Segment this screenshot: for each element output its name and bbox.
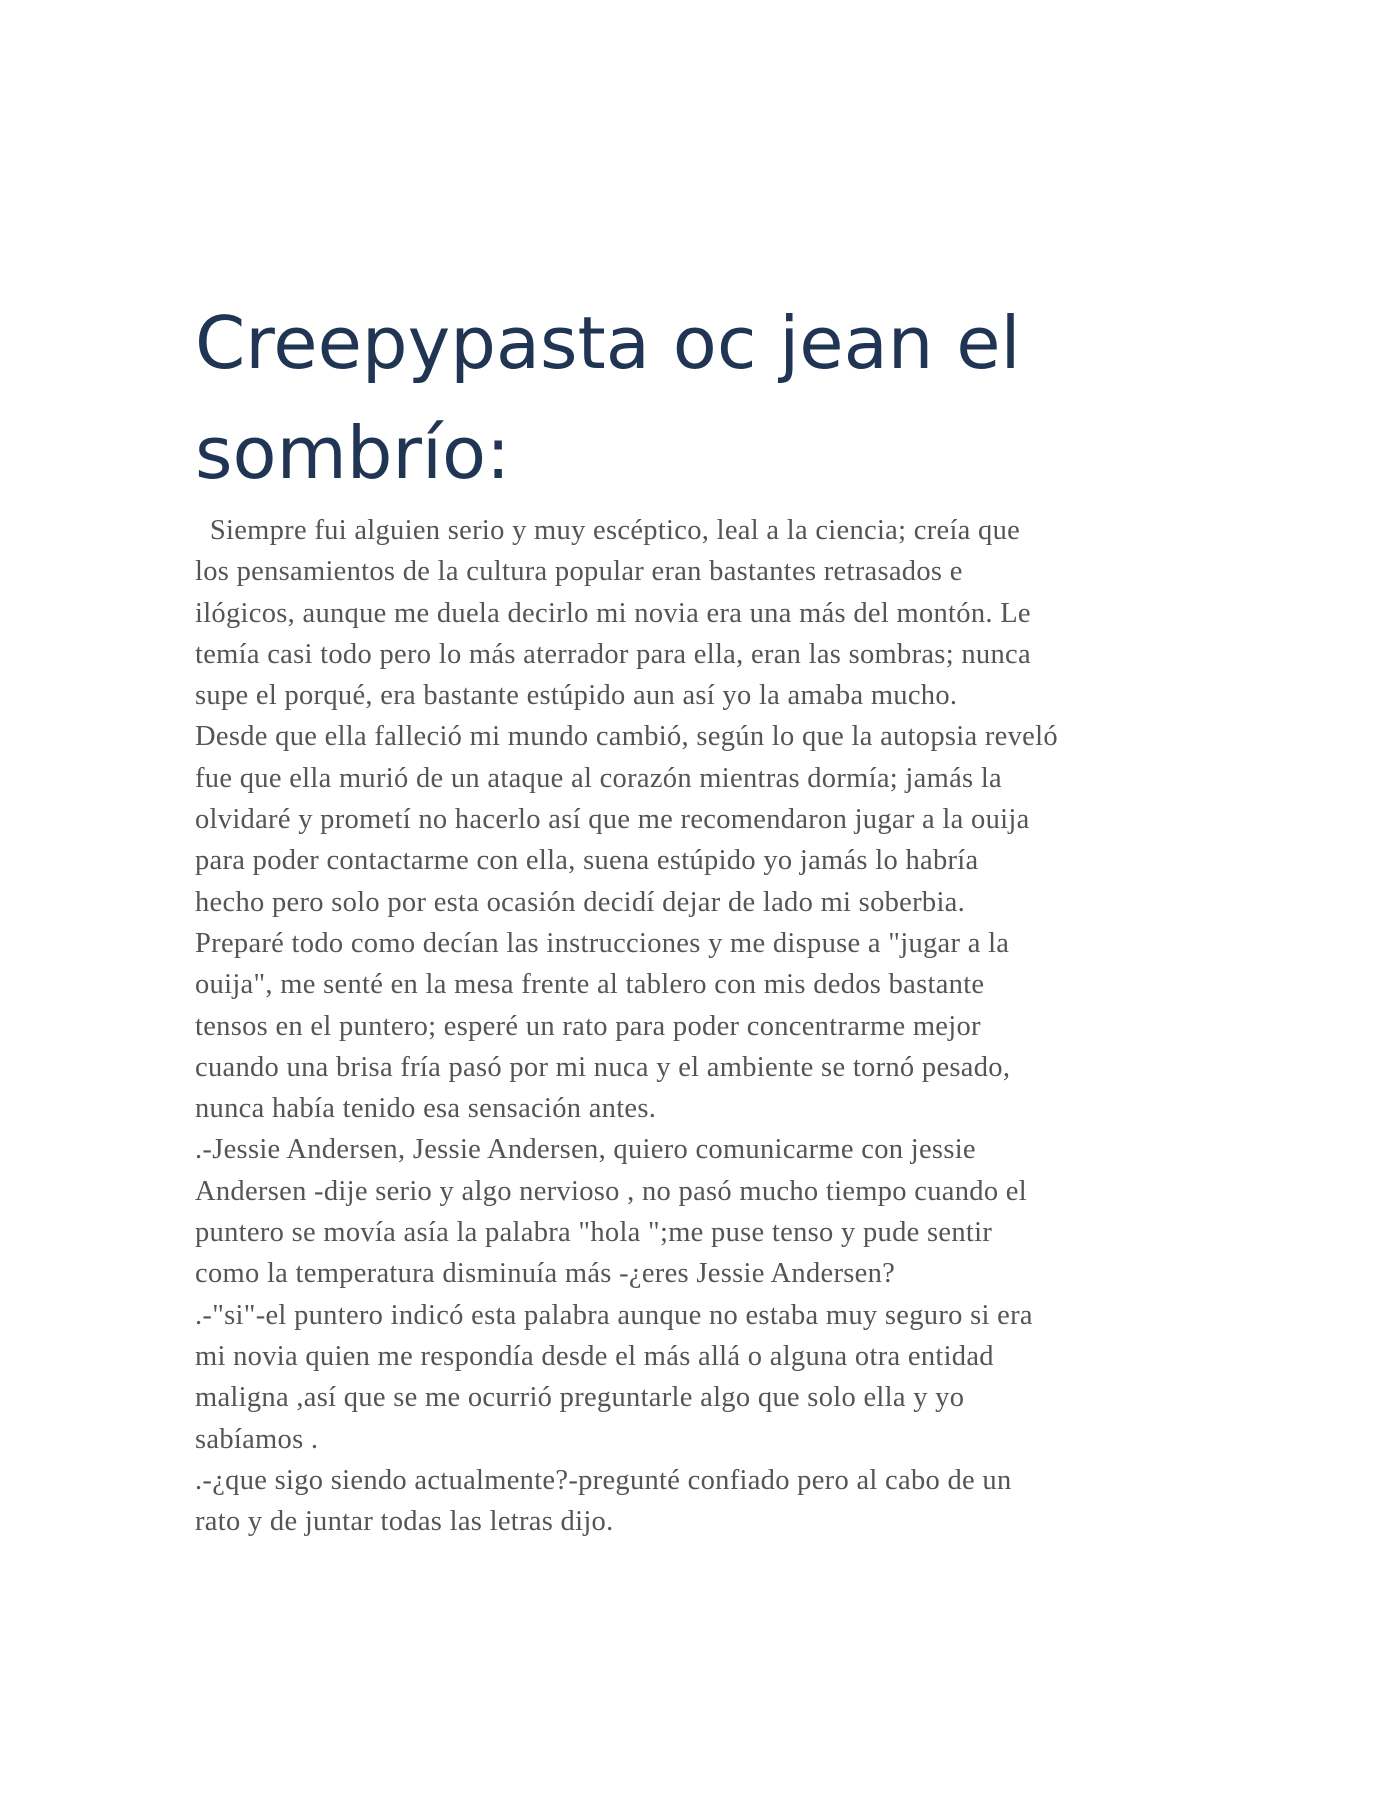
- body-line: hecho pero solo por esta ocasión decidí dejar de lado mi soberbia.: [195, 886, 966, 918]
- body-line: puntero se movía asía la palabra "hola ";me puse tenso y pude sentir: [195, 1217, 993, 1249]
- body-line: olvidaré y prometí no hacerlo así que me recomendaron jugar a la ouija: [195, 804, 1030, 836]
- document-body: [195, 510, 1295, 1542]
- body-line: .-"si"-el puntero indicó esta palabra aunque no estaba muy seguro si era: [195, 1299, 1033, 1331]
- body-line: Siempre fui alguien serio y muy escéptico, leal a la ciencia; creía que: [195, 515, 1021, 546]
- body-line: los pensamientos de la cultura popular eran bastantes retrasados e: [195, 556, 963, 588]
- body-line: .-Jessie Andersen, Jessie Andersen, quiero comunicarme con jessie: [195, 1134, 976, 1166]
- body-line: Desde que ella falleció mi mundo cambió, según lo que la autopsia reveló: [195, 721, 1058, 753]
- body-line: Andersen -dije serio y algo nervioso , no pasó mucho tiempo cuando el: [195, 1175, 1027, 1207]
- document-title: [195, 288, 1245, 508]
- body-line: supe el porqué, era bastante estúpido aun así yo la amaba mucho.: [195, 680, 958, 712]
- body-line: sabíamos .: [195, 1423, 319, 1455]
- body-line: para poder contactarme con ella, suena estúpido yo jamás lo habría: [195, 845, 979, 877]
- body-line: como la temperatura disminuía más -¿eres Jessie Andersen?: [195, 1258, 896, 1290]
- body-line: tensos en el puntero; esperé un rato para poder concentrarme mejor: [195, 1010, 981, 1042]
- body-line: ilógicos, aunque me duela decirlo mi novia era una más del montón. Le: [195, 597, 1031, 629]
- body-line: cuando una brisa fría pasó por mi nuca y el ambiente se tornó pesado,: [195, 1051, 1011, 1083]
- body-line: .-¿que sigo siendo actualmente?-pregunté confiado pero al cabo de un: [195, 1464, 1012, 1496]
- body-line: mi novia quien me respondía desde el más allá o alguna otra entidad: [195, 1340, 994, 1372]
- body-line: rato y de juntar todas las letras dijo.: [195, 1506, 614, 1538]
- body-line: Preparé todo como decían las instrucciones y me dispuse a "jugar a la: [195, 927, 1010, 959]
- body-line: maligna ,así que se me ocurrió preguntarle algo que solo ella y yo: [195, 1382, 965, 1414]
- body-line: nunca había tenido esa sensación antes.: [195, 1093, 657, 1125]
- body-line: ouija", me senté en la mesa frente al tablero con mis dedos bastante: [195, 969, 985, 1001]
- body-line: fue que ella murió de un ataque al corazón mientras dormía; jamás la: [195, 762, 1003, 794]
- body-line: temía casi todo pero lo más aterrador para ella, eran las sombras; nunca: [195, 638, 1031, 670]
- title-line: Creepypasta oc jean el: [195, 301, 1021, 385]
- title-line: sombrío:: [195, 411, 511, 495]
